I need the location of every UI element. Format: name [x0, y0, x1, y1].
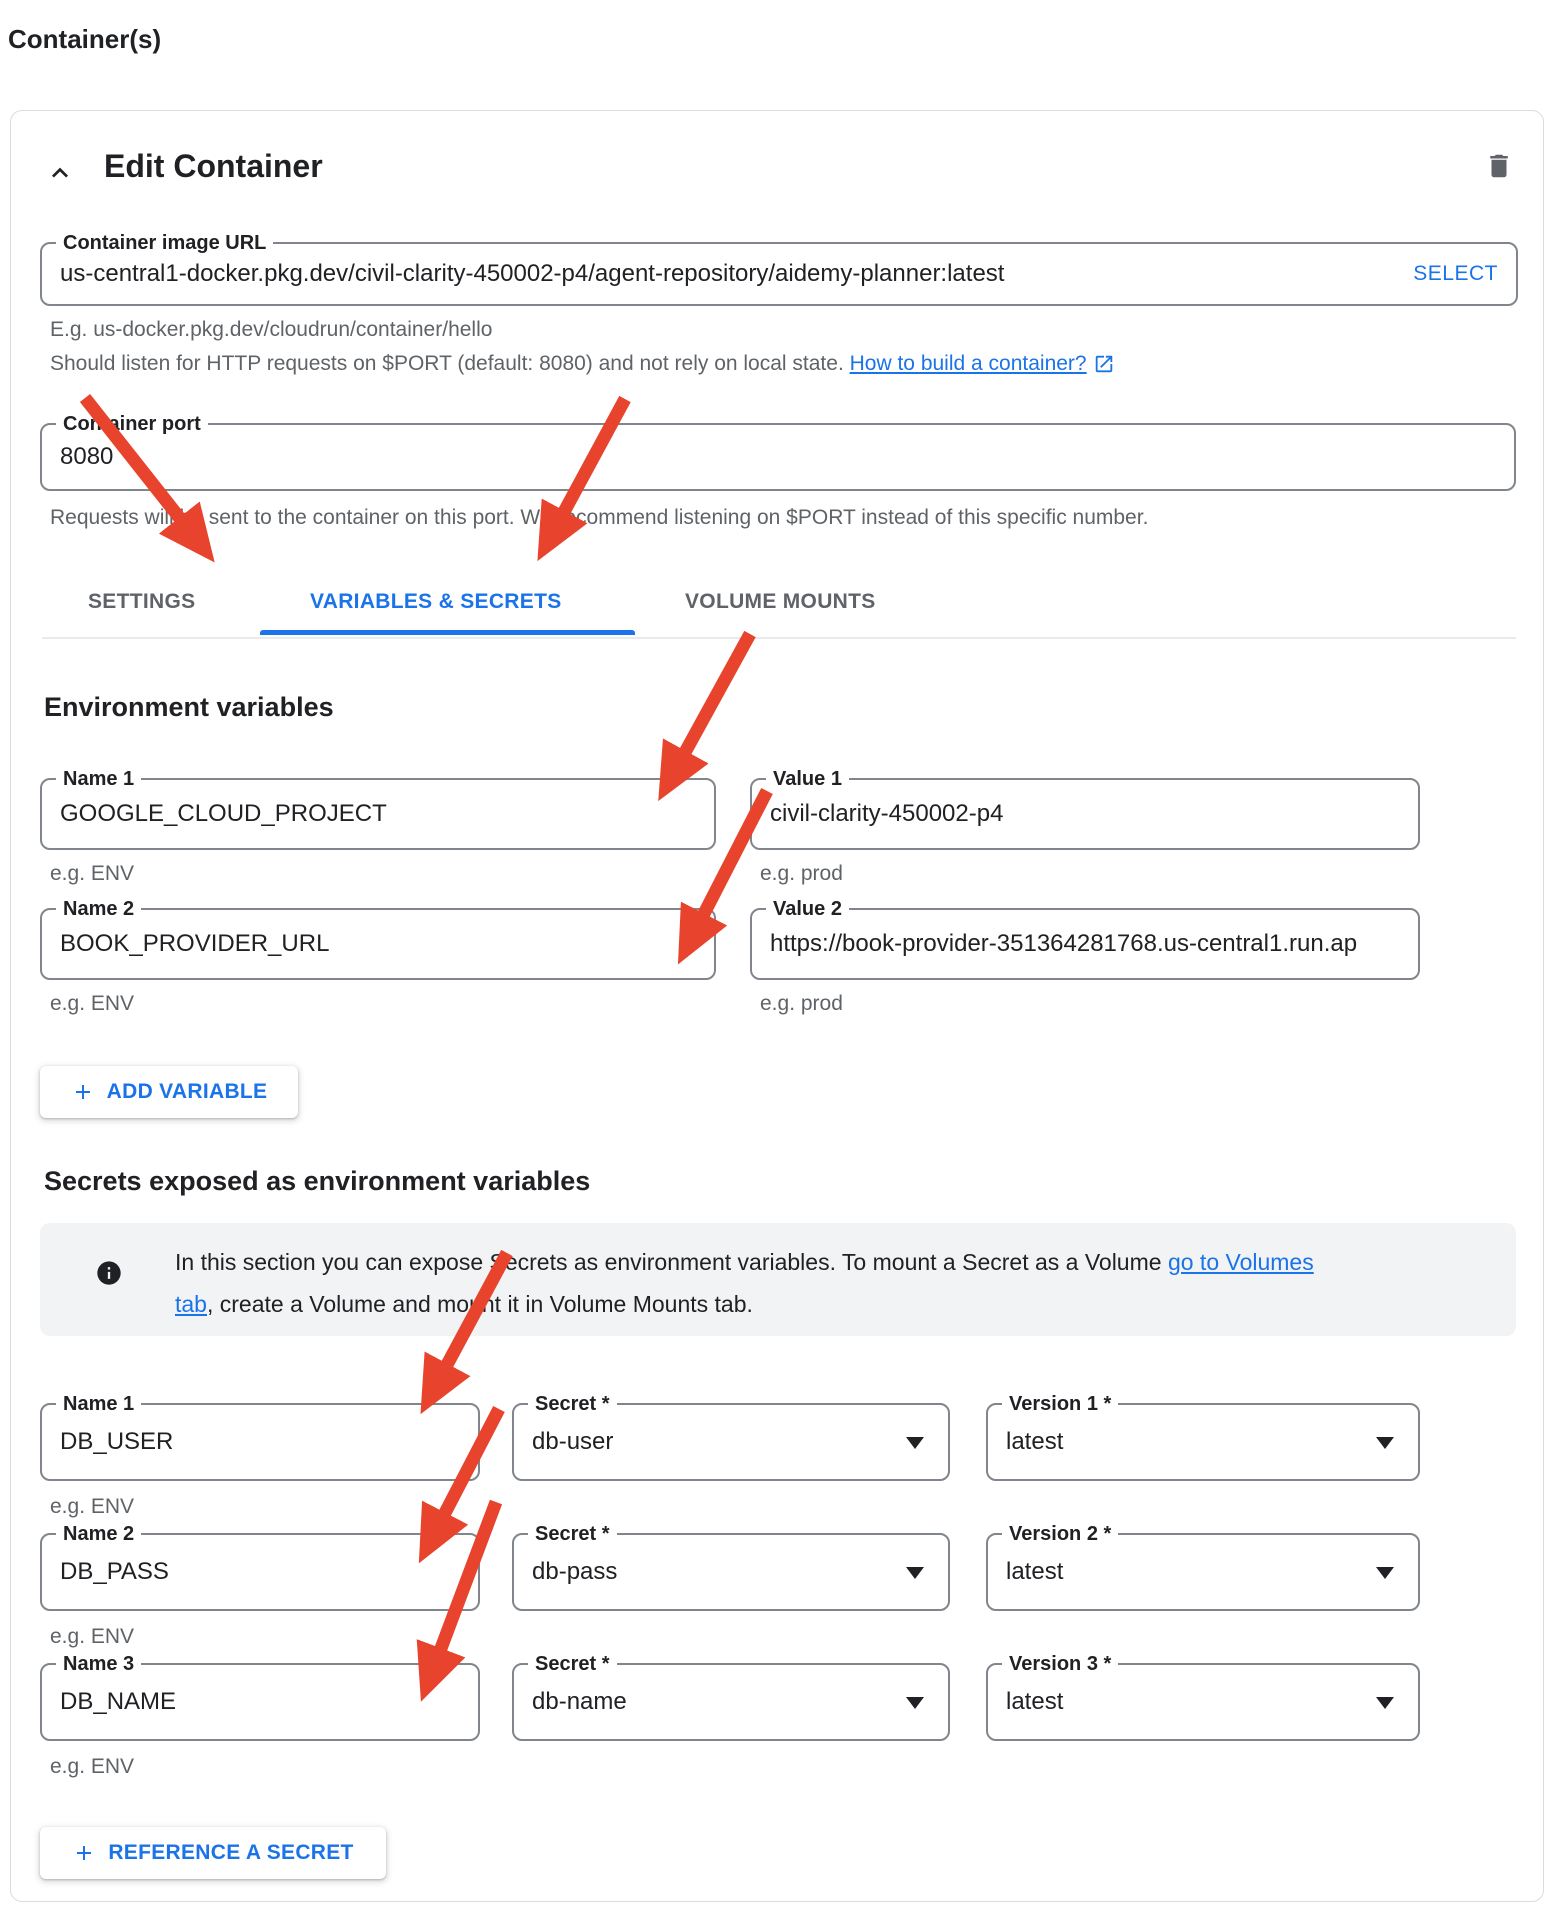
- tab-volume-mounts[interactable]: VOLUME MOUNTS: [685, 590, 876, 613]
- secret-select-3-value: db-name: [532, 1688, 627, 1715]
- container-image-url-value: us-central1-docker.pkg.dev/civil-clarity-450002-p4/agent-repository/aidemy-planner:latest: [60, 260, 1005, 287]
- image-url-port-helper: [50, 352, 1115, 376]
- env-value-1-label: Value 1: [766, 766, 849, 792]
- secret-select-1-value: db-user: [532, 1428, 614, 1455]
- container-port-field[interactable]: [40, 413, 1516, 491]
- banner-line-2-text: , create a Volume and mount it in Volume Mounts tab.: [206, 1291, 753, 1317]
- tab-divider: [42, 637, 1516, 639]
- volumes-tab-link[interactable]: tab: [175, 1291, 207, 1317]
- panel-title: Edit Container: [104, 148, 323, 184]
- chevron-up-icon: [44, 157, 76, 189]
- image-url-example-helper: E.g. us-docker.pkg.dev/cloudrun/container/hello: [50, 318, 493, 341]
- secret-select-1-field[interactable]: [512, 1393, 950, 1481]
- delete-container-button[interactable]: [1482, 148, 1516, 184]
- secret-name-3-helper: e.g. ENV: [50, 1755, 135, 1778]
- add-variable-label: ADD VARIABLE: [106, 1080, 268, 1103]
- active-tab-underline: [260, 630, 635, 635]
- environment-variables-heading: Environment variables: [44, 692, 334, 722]
- version-select-3-value: latest: [1006, 1688, 1064, 1715]
- secret-name-3-field[interactable]: [40, 1653, 480, 1741]
- tab-settings[interactable]: SETTINGS: [88, 590, 196, 613]
- secret-name-3-value: DB_NAME: [60, 1688, 177, 1715]
- env-name-2-value: BOOK_PROVIDER_URL: [60, 930, 330, 957]
- banner-line-1-text: In this section you can expose Secrets as environment variables. To mount a Secret as a Volume: [175, 1249, 1168, 1275]
- version-select-3-label: Version 3 *: [1002, 1651, 1118, 1677]
- go-to-volumes-link[interactable]: go to Volumes: [1167, 1249, 1314, 1275]
- version-select-3-field[interactable]: [986, 1653, 1420, 1741]
- container-port-helper: Requests will be sent to the container on this port. We recommend listening on $PORT instead of this specific number.: [50, 506, 1149, 529]
- page-title: Container(s): [8, 24, 162, 54]
- secret-name-1-field[interactable]: [40, 1393, 480, 1481]
- secret-select-1-label: Secret *: [528, 1391, 617, 1417]
- plus-icon: [71, 1080, 95, 1104]
- version-select-1-value: latest: [1006, 1428, 1064, 1455]
- secret-name-2-value: DB_PASS: [60, 1558, 169, 1585]
- env-name-1-field[interactable]: [40, 768, 716, 850]
- dropdown-caret-icon: [1376, 1567, 1394, 1579]
- env-name-1-value: GOOGLE_CLOUD_PROJECT: [60, 800, 387, 827]
- env-value-1-helper: e.g. prod: [760, 862, 843, 885]
- banner-line-2: [175, 1291, 753, 1318]
- version-select-1-field[interactable]: [986, 1393, 1420, 1481]
- secrets-info-banner: [40, 1223, 1516, 1336]
- secret-select-3-label: Secret *: [528, 1651, 617, 1677]
- secret-name-2-field[interactable]: [40, 1523, 480, 1611]
- how-to-build-container-link[interactable]: How to build a container?: [849, 352, 1087, 375]
- secret-name-2-label: Name 2: [56, 1521, 141, 1547]
- secrets-heading: Secrets exposed as environment variables: [44, 1166, 591, 1196]
- dropdown-caret-icon: [906, 1567, 924, 1579]
- external-link-icon: [1093, 353, 1115, 375]
- secret-name-1-label: Name 1: [56, 1391, 141, 1417]
- info-icon: [95, 1259, 123, 1287]
- env-value-2-value: https://book-provider-351364281768.us-central1.run.ap: [770, 930, 1358, 957]
- tab-variables-secrets[interactable]: VARIABLES & SECRETS: [310, 590, 562, 613]
- plus-icon: [72, 1841, 96, 1865]
- secret-select-2-field[interactable]: [512, 1523, 950, 1611]
- reference-a-secret-button[interactable]: [40, 1827, 386, 1879]
- reference-a-secret-label: REFERENCE A SECRET: [108, 1841, 354, 1864]
- secret-name-1-value: DB_USER: [60, 1428, 174, 1455]
- dropdown-caret-icon: [906, 1437, 924, 1449]
- dropdown-caret-icon: [1376, 1437, 1394, 1449]
- add-variable-button[interactable]: [40, 1066, 298, 1118]
- collapse-chevron-icon[interactable]: [44, 157, 76, 189]
- version-select-1-label: Version 1 *: [1002, 1391, 1118, 1417]
- container-image-url-label: Container image URL: [56, 230, 273, 256]
- env-value-2-field[interactable]: [750, 898, 1420, 980]
- container-port-value: 8080: [60, 443, 114, 470]
- secret-name-3-label: Name 3: [56, 1651, 141, 1677]
- container-port-label: Container port: [56, 411, 208, 437]
- dropdown-caret-icon: [906, 1697, 924, 1709]
- version-select-2-field[interactable]: [986, 1523, 1420, 1611]
- env-name-1-helper: e.g. ENV: [50, 862, 135, 885]
- env-value-2-label: Value 2: [766, 896, 849, 922]
- secret-select-2-value: db-pass: [532, 1558, 618, 1585]
- env-name-2-helper: e.g. ENV: [50, 992, 135, 1015]
- banner-line-1: [175, 1249, 1314, 1276]
- env-value-1-value: civil-clarity-450002-p4: [770, 800, 1004, 827]
- env-value-1-field[interactable]: [750, 768, 1420, 850]
- container-image-url-field[interactable]: [40, 232, 1518, 306]
- version-select-2-value: latest: [1006, 1558, 1064, 1585]
- secret-name-2-helper: e.g. ENV: [50, 1625, 135, 1648]
- trash-icon: [1484, 150, 1514, 182]
- env-name-2-field[interactable]: [40, 898, 716, 980]
- secret-select-3-field[interactable]: [512, 1653, 950, 1741]
- secret-select-2-label: Secret *: [528, 1521, 617, 1547]
- select-image-button[interactable]: SELECT: [1413, 262, 1498, 285]
- env-name-2-label: Name 2: [56, 896, 141, 922]
- env-name-1-label: Name 1: [56, 766, 141, 792]
- secret-name-1-helper: e.g. ENV: [50, 1495, 135, 1518]
- version-select-2-label: Version 2 *: [1002, 1521, 1118, 1547]
- env-value-2-helper: e.g. prod: [760, 992, 843, 1015]
- dropdown-caret-icon: [1376, 1697, 1394, 1709]
- image-url-port-helper-text: Should listen for HTTP requests on $PORT (default: 8080) and not rely on local state.: [50, 352, 850, 375]
